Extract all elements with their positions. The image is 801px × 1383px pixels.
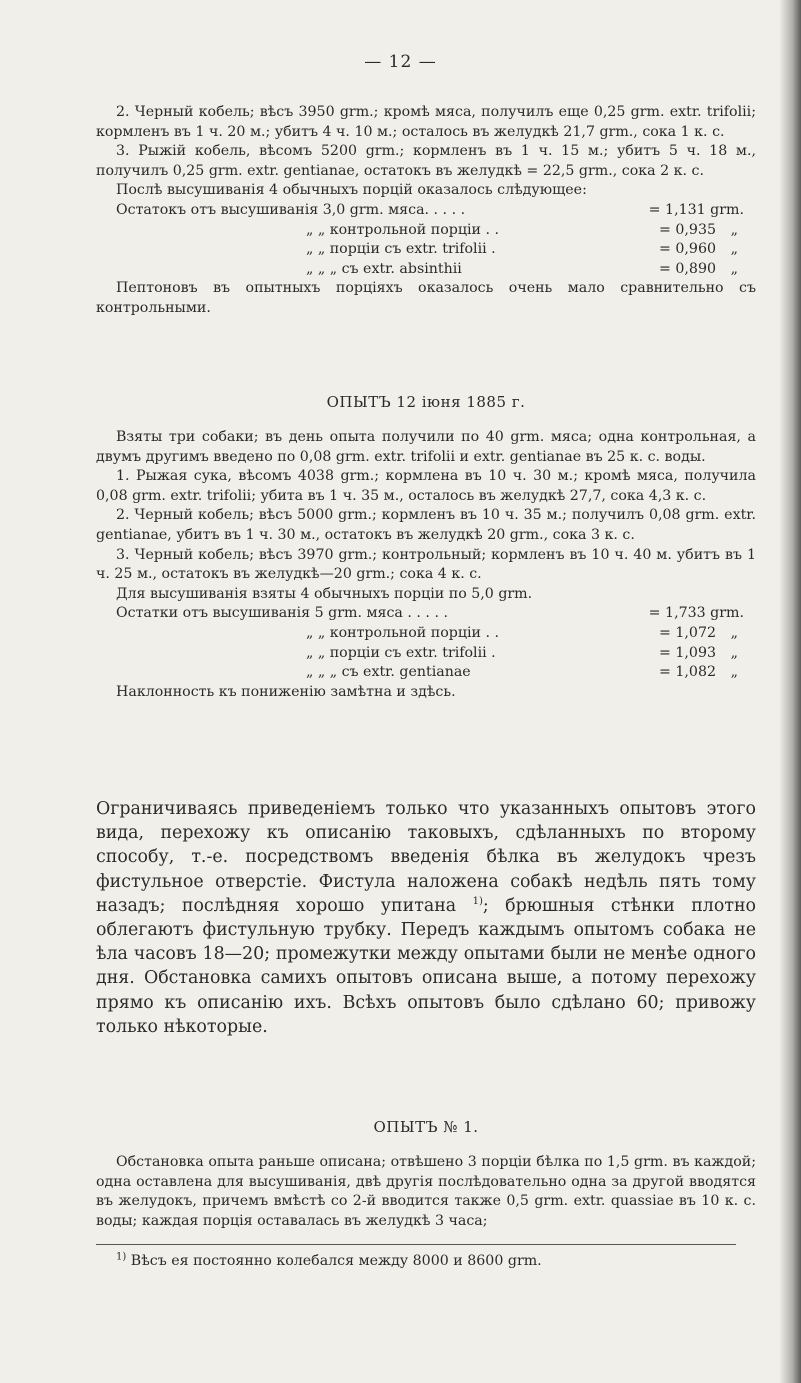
paragraph-red-bitch: 1. Рыжая сука, вѣсомъ 4038 grm.; кормлена въ 10 ч. 30 м.; кромѣ мяса, получила 0,08 grm. extr. trifolii; убита въ 1 ч. 35 м., осталось въ желудкѣ 27,7, сока 4,3 к. с. bbox=[96, 468, 756, 504]
paragraph-main bbox=[96, 797, 756, 1039]
row-ditto: „ bbox=[730, 260, 738, 277]
block-experiment-one bbox=[96, 1153, 756, 1231]
row-value: = 1,072 bbox=[658, 624, 716, 641]
row-label: „ „ контрольной порціи . . bbox=[306, 221, 499, 238]
section-heading: ОПЫТЪ № 1. bbox=[373, 1118, 479, 1136]
footnote bbox=[96, 1252, 756, 1272]
row-ditto: „ bbox=[730, 221, 738, 238]
paragraph-tendency: Наклонность къ пониженію замѣтна и здѣсь. bbox=[116, 683, 456, 700]
block-continued-results bbox=[96, 103, 756, 319]
block-experiment-june bbox=[96, 428, 756, 702]
experiment-june-heading-wrap bbox=[96, 393, 756, 411]
row-value: = 0,890 bbox=[658, 260, 716, 277]
row-label: Остатокъ отъ высушиванія 3,0 grm. мяса. . . . . bbox=[116, 201, 466, 218]
paragraph-three-dogs: Взяты три собаки; въ день опыта получили по 40 grm. мяса; одна контрольная, а двумъ другимъ введено по 0,08 grm. extr. trifolii и extr. gentianae въ 25 к. с. воды. bbox=[96, 429, 756, 465]
row-value: = 1,093 bbox=[658, 644, 716, 661]
row-value: = 1,082 bbox=[658, 664, 716, 681]
section-heading: ОПЫТЪ 12 іюня 1885 г. bbox=[326, 393, 526, 411]
page-edge-shadow bbox=[779, 0, 801, 1383]
row-value: = 0,935 bbox=[658, 221, 716, 238]
row-label: „ „ „ съ extr. absinthii bbox=[306, 260, 462, 277]
paragraph-black-dog-2: 2. Черный кобель; вѣсъ 5000 grm.; кормленъ въ 10 ч. 35 м.; получилъ 0,08 grm. extr. gentianae, убитъ въ 1 ч. 30 м., остатокъ въ желудкѣ 20 grm., сока 3 к. с. bbox=[96, 507, 756, 543]
footnote-text: Вѣсъ ея постоянно колебался между 8000 и 8600 grm. bbox=[130, 1253, 542, 1269]
row-value: = 1,131 grm. bbox=[648, 201, 744, 218]
table-row bbox=[96, 644, 756, 664]
paragraph-peptones: Пептоновъ въ опытныхъ порціяхъ оказалось очень мало сравнительно съ контрольными. bbox=[96, 280, 756, 316]
drying-results-table-2 bbox=[96, 604, 756, 682]
footnote-mark: 1) bbox=[116, 1251, 127, 1263]
footnote-ref: 1) bbox=[472, 896, 483, 908]
row-value: = 1,733 grm. bbox=[648, 605, 744, 622]
row-ditto: „ bbox=[730, 664, 738, 681]
page-number: — 12 — bbox=[364, 52, 437, 72]
table-row bbox=[96, 604, 756, 624]
row-ditto: „ bbox=[730, 624, 738, 641]
paragraph-red-dog: 3. Рыжій кобель, вѣсомъ 5200 grm.; кормленъ въ 1 ч. 15 м.; убитъ 5 ч. 18 м., получилъ 0,25 grm. extr. gentianae, остатокъ въ желудкѣ = 22,5 grm., сока 2 к. с. bbox=[96, 143, 756, 179]
table-row bbox=[96, 240, 756, 260]
table-row bbox=[96, 221, 756, 241]
row-label: Остатки отъ высушиванія 5 grm. мяса . . . . . bbox=[116, 605, 448, 622]
paragraph-drying-intro: Послѣ высушиванія 4 обычныхъ порцій оказалось слѣдующее: bbox=[116, 182, 587, 199]
table-row bbox=[96, 201, 756, 221]
footnote-divider bbox=[96, 1244, 736, 1245]
table-row bbox=[96, 260, 756, 280]
row-label: „ „ „ съ extr. gentianae bbox=[306, 664, 471, 681]
paragraph-black-dog-3: 3. Черный кобель; вѣсъ 3970 grm.; контрольный; кормленъ въ 10 ч. 40 м. убитъ въ 1 ч. 25 м., остатокъ въ желудкѣ—20 grm.; сока 4 к. с. bbox=[96, 546, 756, 583]
table-row bbox=[96, 624, 756, 644]
footnote-wrap bbox=[96, 1253, 542, 1269]
row-ditto: „ bbox=[730, 644, 738, 661]
paragraph-black-dog: 2. Черный кобель; вѣсъ 3950 grm.; кромѣ мяса, получилъ еще 0,25 grm. extr. trifolii; кормленъ въ 1 ч. 20 м.; убитъ 4 ч. 10 м.; осталось въ желудкѣ 21,7 grm., сока 1 к. с. bbox=[96, 104, 756, 140]
main-text-part1: Ограничиваясь приведеніемъ только что указанныхъ опытовъ этого вида, перехожу къ описанію таковыхъ, сдѣланныхъ по второму способу, т.-е. посредствомъ введенія бѣлка въ желудокъ чрезъ фистульное отверстіе. Фистула наложена собакѣ недѣль пять тому назадъ; послѣдняя хорошо упитана bbox=[96, 799, 756, 916]
paragraph-drying-intro-2: Для высушиванія взяты 4 обычныхъ порціи по 5,0 grm. bbox=[116, 585, 533, 602]
drying-results-table-1 bbox=[96, 201, 756, 279]
paragraph-setup: Обстановка опыта раньше описана; отвѣшено 3 порціи бѣлка по 1,5 grm. въ каждой; одна оставлена для высушиванія, двѣ другія послѣдовательно одна за другой вводятся въ желудокъ, причемъ вмѣстѣ со 2-й вводится также 0,5 grm. extr. quassiae въ 10 к. с. воды; каждая порція оставалась въ желудкѣ 3 часа; bbox=[96, 1154, 756, 1229]
experiment-one-heading-wrap bbox=[96, 1118, 756, 1136]
row-ditto: „ bbox=[730, 241, 738, 258]
row-value: = 0,960 bbox=[658, 241, 716, 258]
block-main-text bbox=[96, 797, 756, 1039]
row-label: „ „ контрольной порціи . . bbox=[306, 624, 499, 641]
row-label: „ „ порціи съ extr. trifolii . bbox=[306, 644, 496, 661]
table-row bbox=[96, 663, 756, 683]
main-text-part2: ; брюшныя стѣнки плотно облегаютъ фистульную трубку. Передъ каждымъ опытомъ собака не ѣла часовъ 18—20; промежутки между опытами были не менѣе одного дня. Обстановка самихъ опытовъ описана выше, а потому перехожу прямо къ описанію ихъ. Всѣхъ опытовъ было сдѣлано 60; привожу только нѣкоторые. bbox=[96, 895, 757, 1037]
row-label: „ „ порціи съ extr. trifolii . bbox=[306, 241, 496, 258]
